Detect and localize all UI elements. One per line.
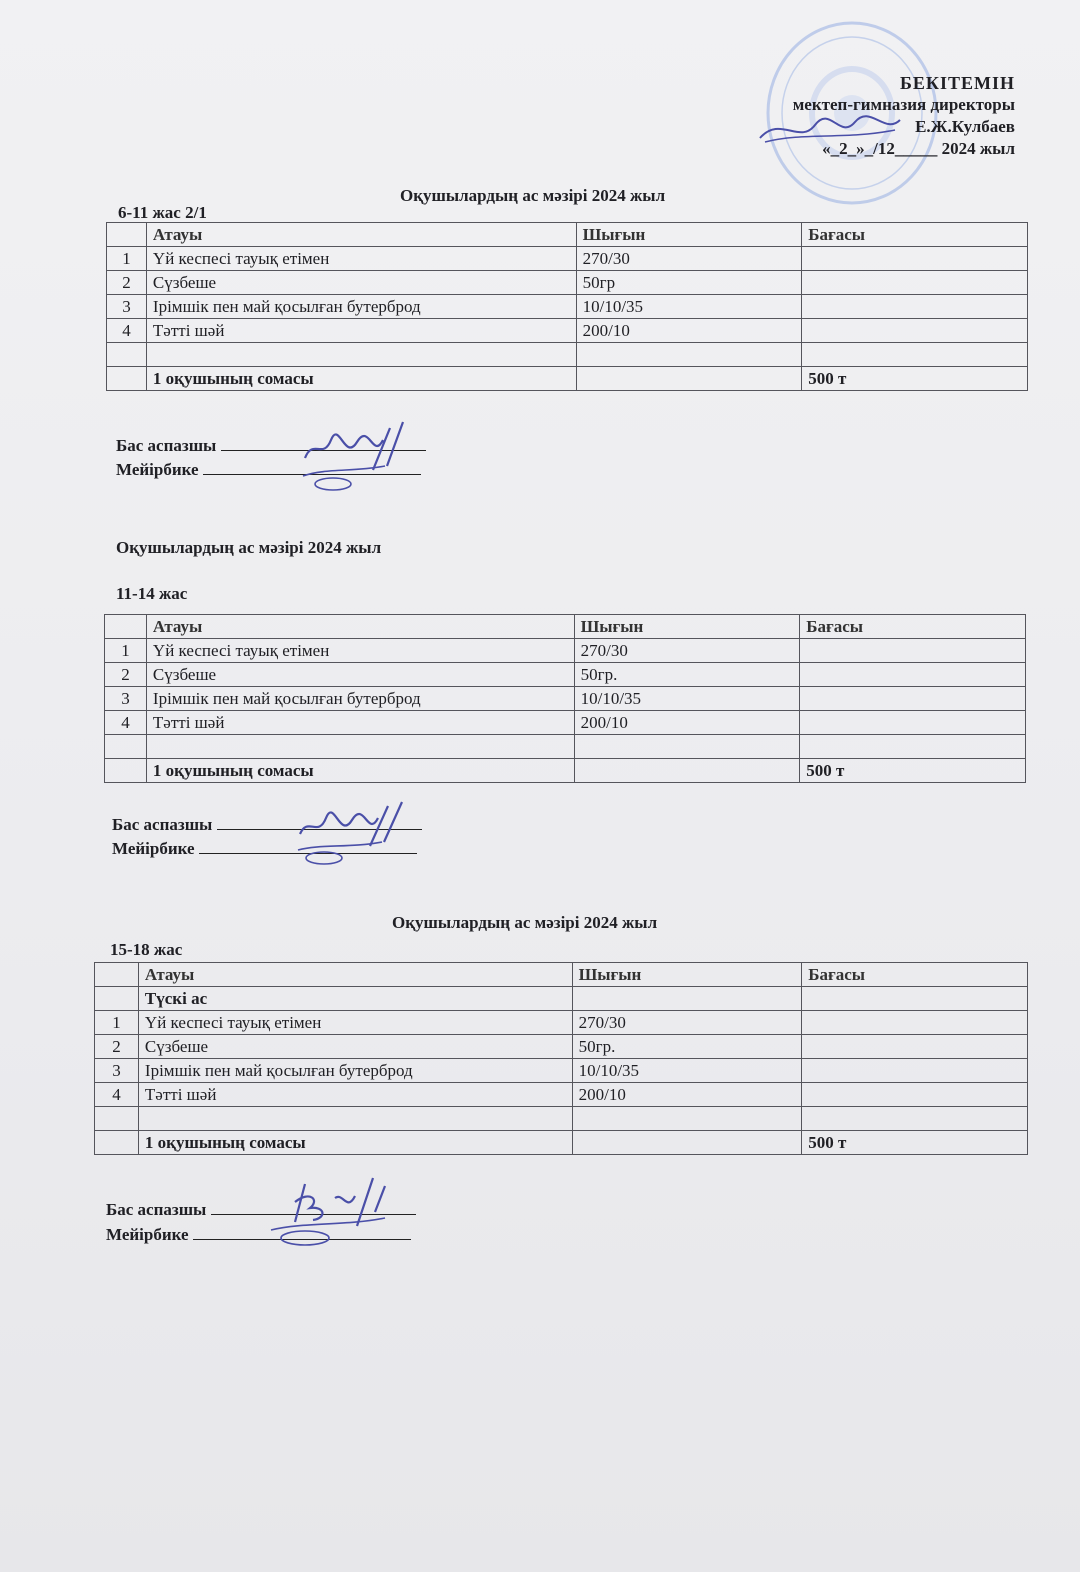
- header-qty: Шығын: [576, 223, 802, 247]
- row-num: [95, 1107, 139, 1131]
- row-price: [802, 1083, 1028, 1107]
- total-num: [105, 759, 147, 783]
- row-price: [800, 663, 1026, 687]
- row-price: [802, 1107, 1028, 1131]
- row-name: [138, 1107, 572, 1131]
- total-label: 1 оқушының сомасы: [146, 367, 576, 391]
- row-num: 3: [105, 687, 147, 711]
- row-num: 1: [105, 639, 147, 663]
- table-header-row: [95, 963, 1028, 987]
- table-header-row: [107, 223, 1028, 247]
- row-name: Тәтті шәй: [146, 319, 576, 343]
- row-qty: 200/10: [576, 319, 802, 343]
- header-num: [95, 963, 139, 987]
- total-qty: [576, 367, 802, 391]
- table-row: [95, 1035, 1028, 1059]
- row-name: Ірімшік пен май қосылған бутерброд: [146, 687, 574, 711]
- nurse-label: Мейірбике: [112, 839, 195, 858]
- chef-signature-3: [265, 1172, 405, 1252]
- row-name: [146, 343, 576, 367]
- row-name: Сүзбеше: [138, 1035, 572, 1059]
- row-num: 2: [105, 663, 147, 687]
- row-num: 4: [105, 711, 147, 735]
- header-name: Атауы: [138, 963, 572, 987]
- row-qty: 200/10: [572, 1083, 802, 1107]
- row-num: 2: [107, 271, 147, 295]
- table-row: [95, 1083, 1028, 1107]
- header-num: [107, 223, 147, 247]
- approval-name: Е.Ж.Кулбаев: [915, 117, 1015, 136]
- header-price: Бағасы: [800, 615, 1026, 639]
- row-price: [802, 1059, 1028, 1083]
- row-qty: 10/10/35: [574, 687, 800, 711]
- menu-table-2: [104, 614, 1026, 783]
- header-price: Бағасы: [802, 223, 1028, 247]
- row-num: [105, 735, 147, 759]
- row-name: Үй кеспесі тауық етімен: [138, 1011, 572, 1035]
- age-group-2: 11-14 жас: [116, 584, 188, 603]
- chef-label: Бас аспазшы: [116, 436, 217, 455]
- row-name: Сүзбеше: [146, 663, 574, 687]
- row-qty: 50гр.: [572, 1035, 802, 1059]
- row-name: Тәтті шәй: [146, 711, 574, 735]
- table-row: [95, 1011, 1028, 1035]
- nurse-label: Мейірбике: [116, 460, 199, 479]
- row-num: 4: [107, 319, 147, 343]
- row-price: [800, 639, 1026, 663]
- menu-title-1: Оқушылардың ас мәзірі 2024 жыл: [400, 186, 666, 205]
- row-price: [802, 295, 1028, 319]
- total-qty: [572, 1131, 802, 1155]
- row-num: 4: [95, 1083, 139, 1107]
- row-qty: 270/30: [574, 639, 800, 663]
- row-price: [802, 1011, 1028, 1035]
- table-row: [95, 1059, 1028, 1083]
- total-qty: [574, 759, 800, 783]
- approval-date: «_2_»_/12_____ 2024 жыл: [822, 139, 1015, 158]
- row-num: [107, 343, 147, 367]
- table-row: [107, 295, 1028, 319]
- row-price: [800, 711, 1026, 735]
- row-price: [802, 271, 1028, 295]
- header-price: Бағасы: [802, 963, 1028, 987]
- table-row: [95, 987, 1028, 1011]
- row-name: Түскі ас: [138, 987, 572, 1011]
- row-price: [802, 319, 1028, 343]
- chef-label: Бас аспазшы: [112, 815, 213, 834]
- row-name: Тәтті шәй: [138, 1083, 572, 1107]
- total-price: 500 т: [802, 367, 1028, 391]
- total-label: 1 оқушының сомасы: [138, 1131, 572, 1155]
- row-qty: 50гр: [576, 271, 802, 295]
- total-row: [105, 759, 1026, 783]
- row-name: Сүзбеше: [146, 271, 576, 295]
- table-row: [105, 735, 1026, 759]
- header-qty: Шығын: [572, 963, 802, 987]
- total-num: [107, 367, 147, 391]
- row-name: Ірімшік пен май қосылған бутерброд: [138, 1059, 572, 1083]
- header-name: Атауы: [146, 615, 574, 639]
- row-qty: 270/30: [572, 1011, 802, 1035]
- row-qty: 270/30: [576, 247, 802, 271]
- row-name: [146, 735, 574, 759]
- row-price: [802, 987, 1028, 1011]
- chef-label: Бас аспазшы: [106, 1200, 207, 1219]
- header-qty: Шығын: [574, 615, 800, 639]
- row-qty: [576, 343, 802, 367]
- total-num: [95, 1131, 139, 1155]
- header-name: Атауы: [146, 223, 576, 247]
- row-qty: 200/10: [574, 711, 800, 735]
- row-num: 3: [107, 295, 147, 319]
- total-label: 1 оқушының сомасы: [146, 759, 574, 783]
- row-price: [802, 247, 1028, 271]
- row-qty: 50гр.: [574, 663, 800, 687]
- age-group-3: 15-18 жас: [110, 940, 183, 959]
- menu-title-2: Оқушылардың ас мәзірі 2024 жыл: [116, 538, 382, 557]
- row-name: Үй кеспесі тауық етімен: [146, 639, 574, 663]
- menu-table-1: [106, 222, 1028, 391]
- table-row: [95, 1107, 1028, 1131]
- table-row: [107, 343, 1028, 367]
- table-row: [107, 319, 1028, 343]
- nurse-label: Мейірбике: [106, 1225, 189, 1244]
- row-num: 2: [95, 1035, 139, 1059]
- row-name: Ірімшік пен май қосылған бутерброд: [146, 295, 576, 319]
- row-qty: 10/10/35: [572, 1059, 802, 1083]
- row-qty: [574, 735, 800, 759]
- table-row: [107, 271, 1028, 295]
- total-price: 500 т: [802, 1131, 1028, 1155]
- chef-signature-2: [290, 798, 420, 868]
- row-price: [800, 735, 1026, 759]
- row-price: [802, 1035, 1028, 1059]
- total-price: 500 т: [800, 759, 1026, 783]
- table-header-row: [105, 615, 1026, 639]
- approval-title: БЕКІТЕМІН: [900, 73, 1015, 93]
- row-num: 3: [95, 1059, 139, 1083]
- approval-position: мектеп-гимназия директоры: [792, 95, 1015, 114]
- row-name: Үй кеспесі тауық етімен: [146, 247, 576, 271]
- row-num: 1: [107, 247, 147, 271]
- table-row: [105, 639, 1026, 663]
- table-row: [107, 247, 1028, 271]
- table-row: [105, 663, 1026, 687]
- table-row: [105, 711, 1026, 735]
- row-qty: [572, 987, 802, 1011]
- row-price: [802, 343, 1028, 367]
- menu-table-3: [94, 962, 1028, 1155]
- age-group-1: 6-11 жас 2/1: [118, 203, 207, 222]
- header-num: [105, 615, 147, 639]
- director-signature: [755, 110, 905, 150]
- total-row: [95, 1131, 1028, 1155]
- table-row: [105, 687, 1026, 711]
- row-qty: [572, 1107, 802, 1131]
- menu-title-3: Оқушылардың ас мәзірі 2024 жыл: [392, 913, 658, 932]
- row-num: 1: [95, 1011, 139, 1035]
- row-qty: 10/10/35: [576, 295, 802, 319]
- chef-signature-1: [295, 418, 425, 493]
- row-price: [800, 687, 1026, 711]
- total-row: [107, 367, 1028, 391]
- row-num: [95, 987, 139, 1011]
